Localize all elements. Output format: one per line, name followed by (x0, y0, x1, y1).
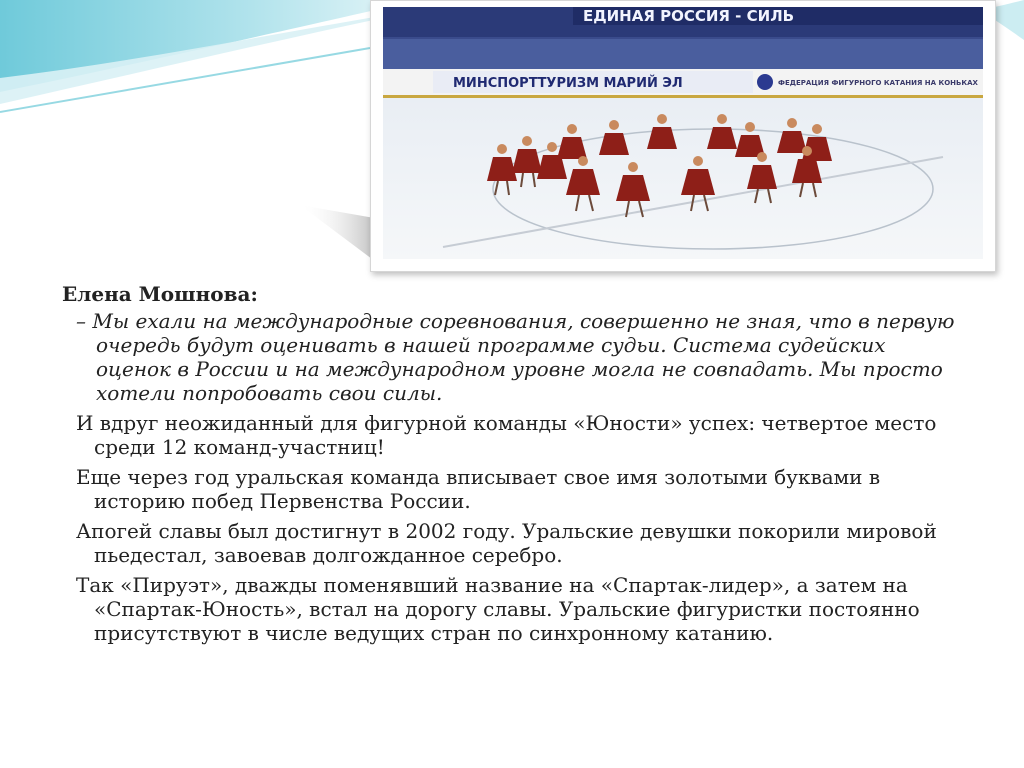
paragraph: И вдруг неожиданный для фигурной команды «Юности» успех: четвертое место среди 12 команд-участниц! (76, 411, 937, 459)
photo-frame (370, 0, 996, 272)
banner-board-text: МИНСПОРТТУРИЗМ МАРИЙ ЭЛ (453, 76, 683, 91)
paragraph: Так «Пируэт», дважды поменявший название на «Спартак-лидер», а затем на «Спартак-Юность», встал на дорогу славы. Уральские фигуристки постоянно присутствуют в числе ведущих стран по синхронному катанию. (76, 573, 920, 645)
slide-text (62, 281, 992, 651)
banner-small-text: ФЕДЕРАЦИЯ ФИГУРНОГО КАТАНИЯ НА КОНЬКАХ (778, 79, 978, 87)
photo-shadow (300, 205, 380, 265)
skating-team-photo (383, 7, 983, 259)
paragraph: Еще через год уральская команда вписывает свое имя золотыми буквами в историю побед Первенства России. (76, 465, 881, 513)
author-name: Елена Мошнова: (62, 282, 258, 306)
paragraph: Апогей славы был достигнут в 2002 году. Уральские девушки покорили мировой пьедестал, завоевав долгожданное серебро. (76, 519, 937, 567)
author-quote: – Мы ехали на международные соревнования, совершенно не зная, что в первую очередь будут оценивать в нашей программе судьи. Система судейских оценок в России и на международном уровне могла не совпадать. Мы просто хотели попробовать свои силы. (76, 309, 955, 405)
banner-top-text: ЕДИНАЯ РОССИЯ - СИЛЬ (583, 7, 795, 25)
